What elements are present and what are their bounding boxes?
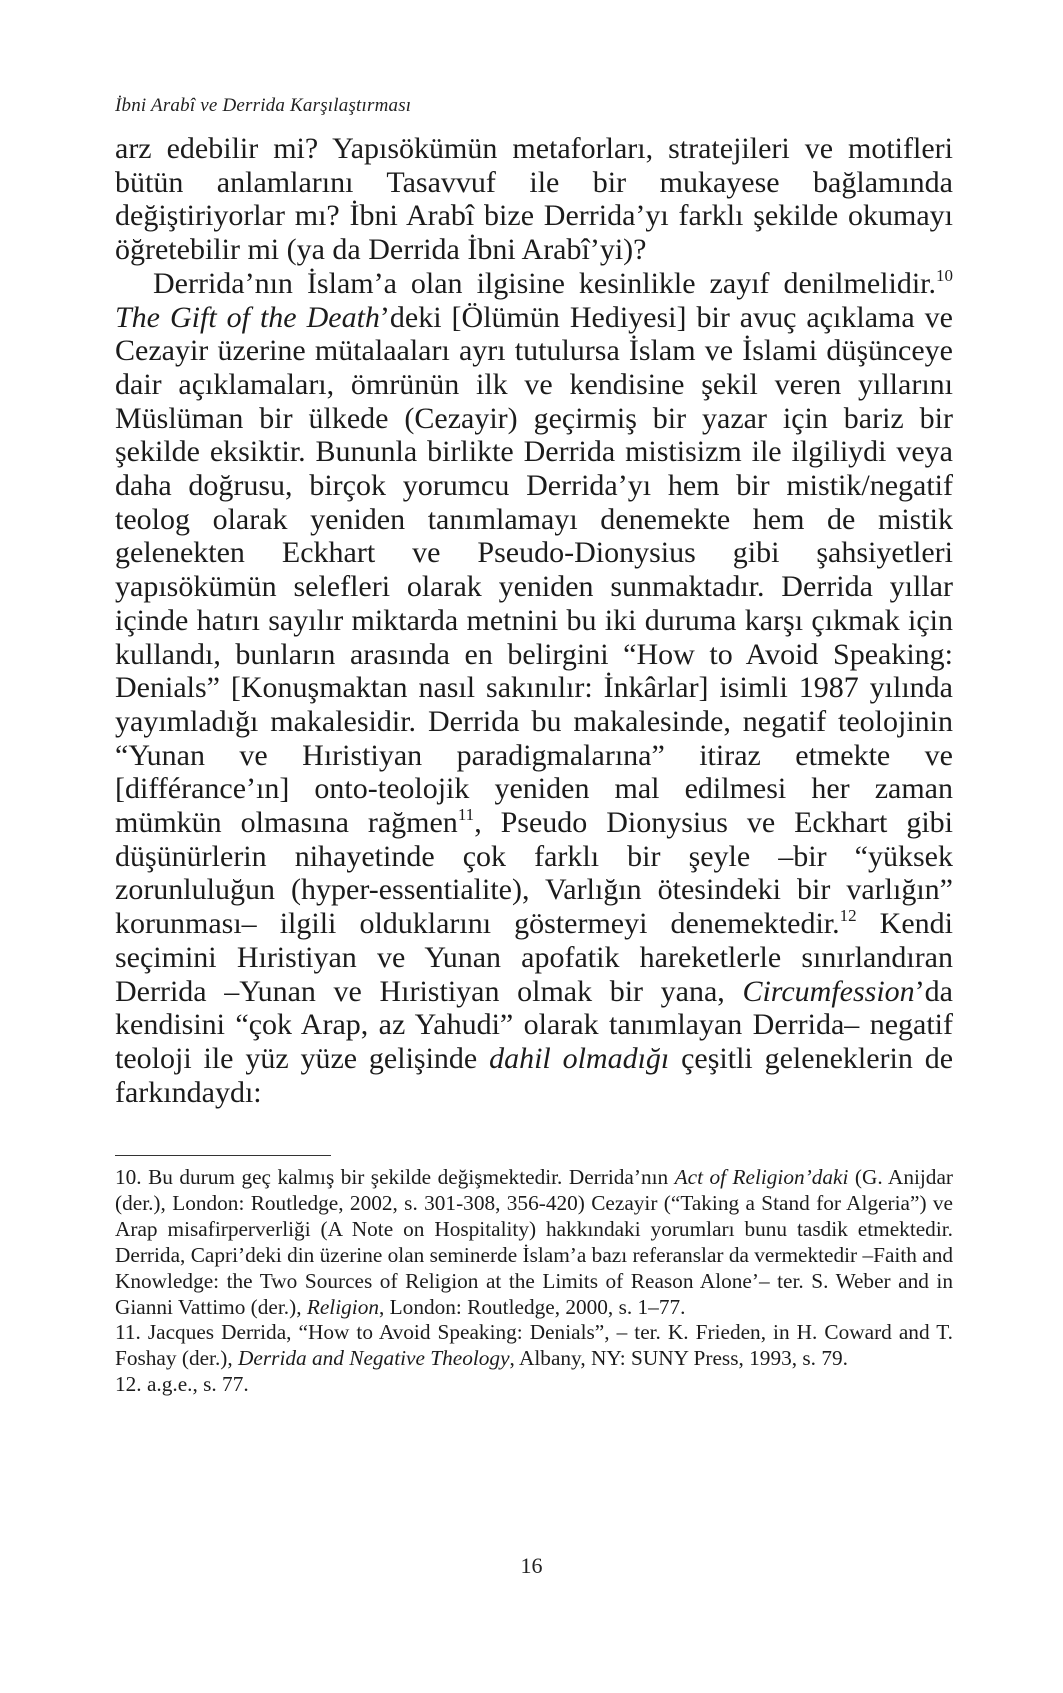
running-header: İbni Arabî ve Derrida Karşılaştırması bbox=[115, 95, 412, 116]
page-number: 16 bbox=[520, 1553, 543, 1578]
footnote-12: 12. a.g.e., s. 77. bbox=[115, 1372, 249, 1397]
fn10-text-c: (G. Anijdar (der.), London: Routledge, 2002, s. 301-308, 356-420) Cezayir (“Taking a Stand for Algeria”) ve Arap misafirperverliği (A Note on Hospitality) hakkındaki yorumları bunu tasdik etmektedir. Derrida, Capri’deki din üzerine olan seminerde İslam’a bazı referanslar da vermektedir –Faith and Knowledge: the Two Sources of Religion at the Limits of Reason Alone’– ter. S. Weber and in Gianni Vattimo (der.), bbox=[115, 1165, 953, 1319]
footnote-10 bbox=[115, 1165, 953, 1320]
footnote-ref-10: 10 bbox=[936, 265, 953, 285]
footnote-ref-12: 12 bbox=[839, 906, 857, 926]
fn10-title-religion: Religion bbox=[306, 1294, 380, 1319]
fn10-title-act-of-religion: Act of Religion’daki bbox=[674, 1165, 849, 1189]
fn10-text-e: , London: Routledge, 2000, s. 1–77. bbox=[379, 1294, 686, 1319]
p2-text-d: , Pseudo Dionysius ve Eckhart gibi düşünürlerin nihayetinde çok farklı bir şeyle –bir “yüksek zorunluluğun (hyper-essentialite), Varlığın ötesindeki bir varlığın” korunması– ilgili olduklarını göstermeyi denemektedir. bbox=[115, 806, 953, 941]
footnote-divider bbox=[115, 1155, 331, 1156]
paragraph-2 bbox=[115, 267, 953, 1110]
main-text bbox=[115, 132, 953, 1109]
footnote-11 bbox=[115, 1320, 953, 1372]
p2-title-gift-of-death: The Gift of the Death bbox=[115, 300, 380, 334]
p2-text-i: çeşitli geleneklerin de farkındaydı: bbox=[115, 1041, 954, 1109]
p2-text-a: Derrida’nın İslam’a olan ilgisine kesinlikle zayıf denilmelidir. bbox=[153, 266, 936, 300]
fn10-text-a: 10. Bu durum geç kalmış bir şekilde değişmektedir. Derrida’nın bbox=[115, 1165, 675, 1189]
p2-text-c: ’deki [Ölümün Hediyesi] bir avuç açıklama ve Cezayir üzerine mütalaaları ayrı tutulursa İslam ve İslami düşünceye dair açıklamaları, ömrünün ilk ve kendisine şekil veren yıllarını Müslüman bir ülkede (Cezayir) geçirmiş bir yazar için bariz bir şekilde eksiktir. Bununla birlikte Derrida mistisizm ile ilgiliydi veya daha doğrusu, birçok yorumcu Derrida’yı hem bir mistik/negatif teolog olarak yeniden tanımlamayı denemekte hem de mistik gelenekten Eckhart ve Pseudo-Dionysius gibi şahsiyetleri yapısökümün selefleri olarak yeniden sunmaktadır. Derrida yıllar içinde hatırı sayılır miktarda metnini bu iki duruma karşı çıkmak için kullandı, bunların arasında en belirgini “How to Avoid Speaking: Denials” [Konuşmaktan nasıl sakınılır: İnkârlar] isimli 1987 yılında yayımladığı makalesidir. Derrida bu makalesinde, negatif teolojinin “Yunan ve Hıristiyan paradigmalarına” itiraz etmekte ve [différance’ın] onto-teolojik yeniden mal edilmesi her zaman mümkün olmasına rağmen bbox=[115, 300, 953, 840]
fn11-text-c: , Albany, NY: SUNY Press, 1993, s. 79. bbox=[509, 1346, 848, 1371]
fn11-title: Derrida and Negative Theology bbox=[238, 1346, 510, 1371]
footnote-ref-11: 11 bbox=[457, 805, 475, 825]
p2-emphasis: dahil olmadığı bbox=[489, 1041, 670, 1075]
p2-text-g: ’da kendisini “çok Arap, az Yahudi” olarak tanımlayan Derrida– negatif teoloji ile yüz yüze gelişinde bbox=[115, 974, 953, 1075]
footnotes bbox=[115, 1165, 953, 1398]
p2-text-e: Kendi seçimini Hıristiyan ve Yunan apofatik hareketlerle sınırlandıran Derrida –Yunan ve Hıristiyan olmak bir yana, bbox=[115, 907, 953, 1008]
p2-title-circumfession: Circumfession bbox=[742, 974, 915, 1008]
fn11-text-a: 11. Jacques Derrida, “How to Avoid Speaking: Denials”, – ter. K. Frieden, in H. Coward and T. Foshay (der.), bbox=[115, 1320, 953, 1371]
paragraph-1: arz edebilir mi? Yapısökümün metaforları, stratejileri ve motifleri bütün anlamlarını Tasavvuf ile bir mukayese bağlamında değiştiriyorlar mı? İbni Arabî bize Derrida’yı farklı şekilde okumayı öğretebilir mi (ya da Derrida İbni Arabî’yi)? bbox=[115, 132, 953, 267]
